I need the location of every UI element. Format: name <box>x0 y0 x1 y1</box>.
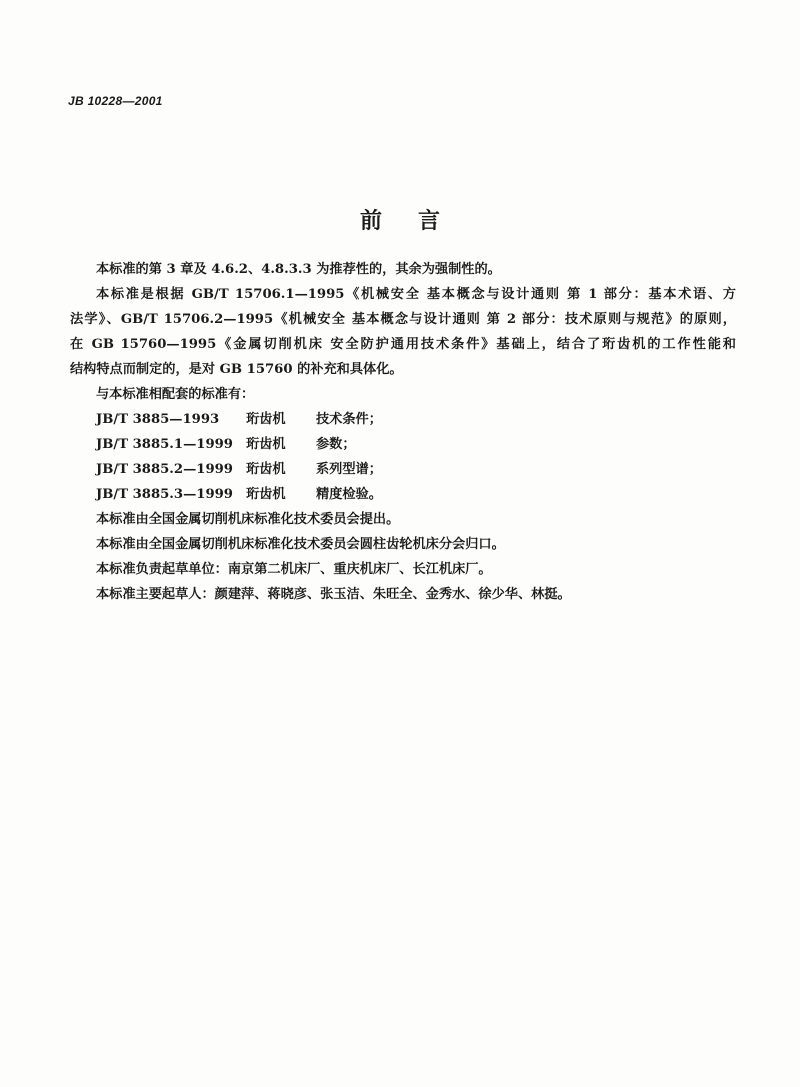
standards-list <box>96 407 736 507</box>
document-code: JB 10228—2001 <box>68 94 163 108</box>
list-item <box>96 407 736 432</box>
paragraph-basis <box>70 282 736 382</box>
paragraph-basis-line: 在 GB 15760—1995《金属切削机床 安全防护通用技术条件》基础上，结合了珩齿机的工作性能和 <box>70 337 736 352</box>
standard-machine: 珩齿机 <box>246 487 286 502</box>
paragraph-recommended-clauses: 本标准的第 3 章及 4.6.2、4.8.3.3 为推荐性的，其余为强制性的。 <box>96 262 501 277</box>
paragraph-proposed-by: 本标准由全国金属切削机床标准化技术委员会提出。 <box>96 512 400 527</box>
standard-desc: 技术条件； <box>316 412 382 427</box>
list-item <box>96 482 736 507</box>
standard-code: JB/T 3885.2—1999 <box>96 462 233 477</box>
paragraph-basis-line: 本标准是根据 GB/T 15706.1—1995《机械安全 基本概念与设计通则 第 1 部分：基本术语、方 <box>96 287 736 302</box>
page-title: 前言 <box>359 208 476 234</box>
paragraph-basis-line: 法学》、GB/T 15706.2—1995《机械安全 基本概念与设计通则 第 2 部分：技术原则与规范》的原则， <box>70 312 736 327</box>
standard-machine: 珩齿机 <box>246 462 286 477</box>
document-body <box>70 257 736 607</box>
standard-desc: 参数； <box>316 437 356 452</box>
standard-desc: 系列型谱； <box>316 462 382 477</box>
standard-machine: 珩齿机 <box>246 412 286 427</box>
paragraph-basis-line: 结构特点而制定的，是对 GB 15760 的补充和具体化。 <box>70 362 403 377</box>
standard-desc: 精度检验。 <box>316 487 382 502</box>
standard-code: JB/T 3885.3—1999 <box>96 487 233 502</box>
paragraph-related-standards: 与本标准相配套的标准有： <box>96 387 255 402</box>
list-item <box>96 432 736 457</box>
standard-code: JB/T 3885—1993 <box>96 412 220 427</box>
paragraph-drafting-units: 本标准负责起草单位：南京第二机床厂、重庆机床厂、长江机床厂。 <box>96 562 492 577</box>
standard-code: JB/T 3885.1—1999 <box>96 437 233 452</box>
standard-machine: 珩齿机 <box>246 437 286 452</box>
list-item <box>96 457 736 482</box>
paragraph-managed-by: 本标准由全国金属切削机床标准化技术委员会圆柱齿轮机床分会归口。 <box>96 537 505 552</box>
paragraph-drafters: 本标准主要起草人：颜建萍、蒋晓彦、张玉洁、朱旺全、金秀水、徐少华、林挺。 <box>96 587 571 602</box>
